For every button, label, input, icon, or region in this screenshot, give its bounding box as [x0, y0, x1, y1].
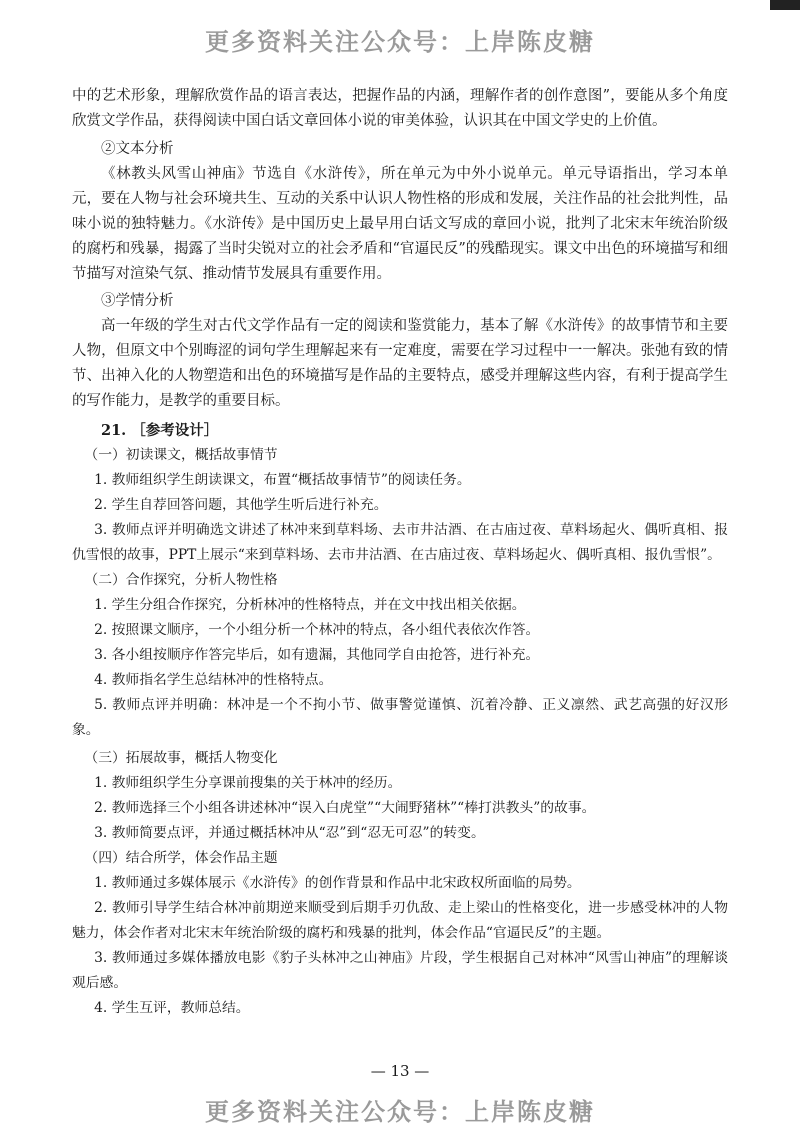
page-body [72, 84, 728, 1021]
scan-corner-mark [770, 0, 800, 10]
paragraph-text-analysis: 《林教头风雪山神庙》节选自《水浒传》，所在单元为中外小说单元。单元导语指出，学习本单元，要在人物与社会环境共生、互动的关系中认识人物性格的形成和发展，关注作品的社会批判性，品味小说的独特魅力。《水浒传》是中国历史上最早用白话文写成的章回小说，批判了北宋末年统治阶级的腐朽和残暴，揭露了当时尖锐对立的社会矛盾和“官逼民反”的残酷现实。课文中出色的环境描写和细节描写对渲染气氛、推动情节发展具有重要作用。 [72, 166, 728, 282]
section-3-item-1: 1. 教师组织学生分享课前搜集的关于林冲的经历。 [94, 775, 402, 791]
section-2-item-5: 5. 教师点评并明确：林冲是一个不拘小节、做事警觉谨慎、沉着冷静、正义凛然、武艺高强的好汉形象。 [72, 697, 728, 738]
paragraph-continued: 中的艺术形象，理解欣赏作品的语言表达，把握作品的内涵，理解作者的创作意图”，要能从多个角度欣赏文学作品，获得阅读中国白话文章回体小说的审美体验，认识其在中国文学史的上价值。 [72, 88, 728, 129]
section-1-item-1: 1. 教师组织学生朗读课文，布置“概括故事情节”的阅读任务。 [94, 472, 471, 488]
watermark-top: 更多资料关注公众号：上岸陈皮糖 [205, 28, 595, 56]
section-4-item-2: 2. 教师引导学生结合林冲前期逆来顺受到后期手刃仇敌、走上梁山的性格变化，进一步感受林冲的人物魅力，体会作者对北宋末年统治阶级的腐朽和残暴的批判，体会作品“官逼民反”的主题。 [72, 900, 728, 941]
section-1-title: （一）初读课文，概括故事情节 [84, 447, 278, 463]
section-3-item-3: 3. 教师简要点评，并通过概括林冲从“忍”到“忍无可忍”的转变。 [94, 825, 485, 841]
section-4-title: （四）结合所学，体会作品主题 [84, 850, 278, 866]
question-21-heading: 21. ［参考设计］ [101, 422, 219, 439]
section-2-item-4: 4. 教师指名学生总结林冲的性格特点。 [94, 672, 333, 688]
section-2-title: （二）合作探究，分析人物性格 [84, 572, 278, 588]
heading-student-analysis: ③学情分析 [101, 293, 174, 309]
section-4-item-4: 4. 学生互评，教师总结。 [94, 1000, 250, 1016]
section-2-item-2: 2. 按照课文顺序，一个小组分析一个林冲的特点，各小组代表依次作答。 [94, 622, 540, 638]
section-4-item-1: 1. 教师通过多媒体展示《水浒传》的创作背景和作品中北宋政权所面临的局势。 [94, 875, 581, 891]
watermark-bottom: 更多资料关注公众号：上岸陈皮糖 [205, 1098, 595, 1126]
section-4-item-3: 3. 教师通过多媒体播放电影《豹子头林冲之山神庙》片段，学生根据自己对林冲“风雪山神庙”的理解谈观后感。 [72, 950, 728, 991]
section-3-item-2: 2. 教师选择三个小组各讲述林冲“误入白虎堂”“大闹野猪林”“棒打洪教头”的故事。 [94, 800, 596, 816]
page-number: — 13 — [370, 1062, 430, 1080]
section-2-item-1: 1. 学生分组合作探究，分析林冲的性格特点，并在文中找出相关依据。 [94, 597, 526, 613]
paragraph-student-analysis: 高一年级的学生对古代文学作品有一定的阅读和鉴赏能力，基本了解《水浒传》的故事情节和主要人物，但原文中个别晦涩的词句学生理解起来有一定难度，需要在学习过程中一一解决。张弛有致的情节、出神入化的人物塑造和出色的环境描写是作品的主要特点，感受并理解这些内容，有利于提高学生的写作能力，是教学的重要目标。 [72, 318, 728, 409]
heading-text-analysis: ②文本分析 [101, 141, 174, 157]
section-3-title: （三）拓展故事，概括人物变化 [84, 750, 278, 766]
section-1-item-2: 2. 学生自荐回答问题，其他学生听后进行补充。 [94, 497, 388, 513]
section-2-item-3: 3. 各小组按顺序作答完毕后，如有遗漏，其他同学自由抢答，进行补充。 [94, 647, 540, 663]
section-1-item-3: 3. 教师点评并明确选文讲述了林冲来到草料场、去市井沽酒、在古庙过夜、草料场起火、偶听真相、报仇雪恨的故事，PPT上展示“来到草料场、去市井沽酒、在古庙过夜、草料场起火、偶听真相、报仇雪恨”。 [72, 522, 728, 563]
